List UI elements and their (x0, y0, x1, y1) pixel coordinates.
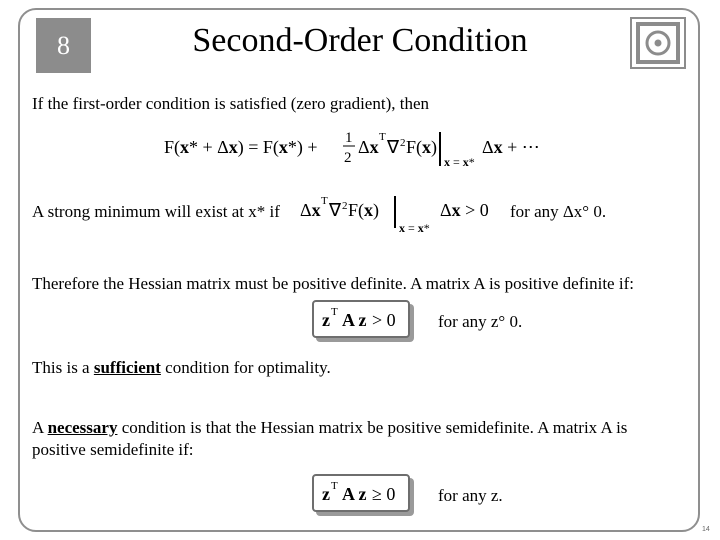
sufficient-word: sufficient (93, 358, 161, 377)
svg-text:2: 2 (344, 150, 352, 166)
svg-text:T: T (331, 306, 338, 318)
svg-text:T: T (379, 131, 386, 143)
sufficient-sentence: This is a sufficient condition for optimality. (32, 358, 331, 377)
svg-text:Δx: Δx (358, 137, 379, 157)
necessary-word: necessary (47, 418, 118, 437)
svg-text:F(x): F(x) (348, 200, 380, 220)
svg-text:Δx + ⋯: Δx + ⋯ (482, 137, 540, 157)
svg-text:2: 2 (342, 200, 348, 212)
svg-text:Δx: Δx (300, 200, 321, 220)
svg-text:1: 1 (345, 130, 353, 146)
svg-text:2: 2 (400, 137, 406, 149)
positive-semidefinite-equation (316, 478, 406, 508)
svg-text:x = x*: x = x* (399, 221, 430, 235)
strong-minimum-condition (298, 194, 508, 236)
first-order-sentence: If the first-order condition is satisfied (zero gradient), then (32, 94, 430, 113)
strong-minimum-tail: for any Δx° 0. (510, 202, 607, 221)
slide-number-box (36, 18, 91, 73)
svg-text:≥ 0: ≥ 0 (372, 484, 396, 504)
svg-text:∇: ∇ (387, 137, 400, 157)
slide-number: 8 (57, 30, 70, 60)
hessian-positive-definite-sentence: Therefore the Hessian matrix must be positive definite. A matrix A is positive definite if: (32, 274, 634, 293)
taylor-expansion-equation (160, 126, 580, 174)
positive-semidefinite-equation-box (312, 474, 410, 512)
target-icon[interactable] (630, 17, 686, 69)
svg-text:F(x): F(x) (406, 137, 438, 157)
strong-minimum-text: A strong minimum will exist at x* if (32, 202, 280, 221)
svg-text:F(x* + Δx) = F(x*) +: F(x* + Δx) = F(x*) + (164, 137, 318, 157)
page-number: 14 (702, 526, 710, 533)
necessary-sentence-line2: positive semidefinite if: (32, 440, 194, 459)
svg-text:> 0: > 0 (372, 310, 396, 330)
positive-definite-equation (316, 304, 406, 334)
necessary-sentence: A necessary condition is that the Hessian matrix be positive semidefinite. A matrix A is (32, 418, 628, 437)
positive-definite-equation-box (312, 300, 410, 338)
svg-text:z: z (322, 484, 330, 504)
svg-text:A z: A z (342, 484, 367, 504)
svg-text:A z: A z (342, 310, 367, 330)
positive-definite-tail: for any z° 0. (438, 312, 523, 331)
svg-text:x = x*: x = x* (444, 155, 475, 169)
positive-semidefinite-tail: for any z. (438, 486, 503, 505)
svg-text:T: T (331, 480, 338, 492)
svg-text:Δx > 0: Δx > 0 (440, 200, 489, 220)
slide-title: Second-Order Condition (192, 22, 528, 59)
svg-text:z: z (322, 310, 330, 330)
svg-text:∇: ∇ (329, 200, 342, 220)
svg-text:T: T (321, 195, 328, 207)
